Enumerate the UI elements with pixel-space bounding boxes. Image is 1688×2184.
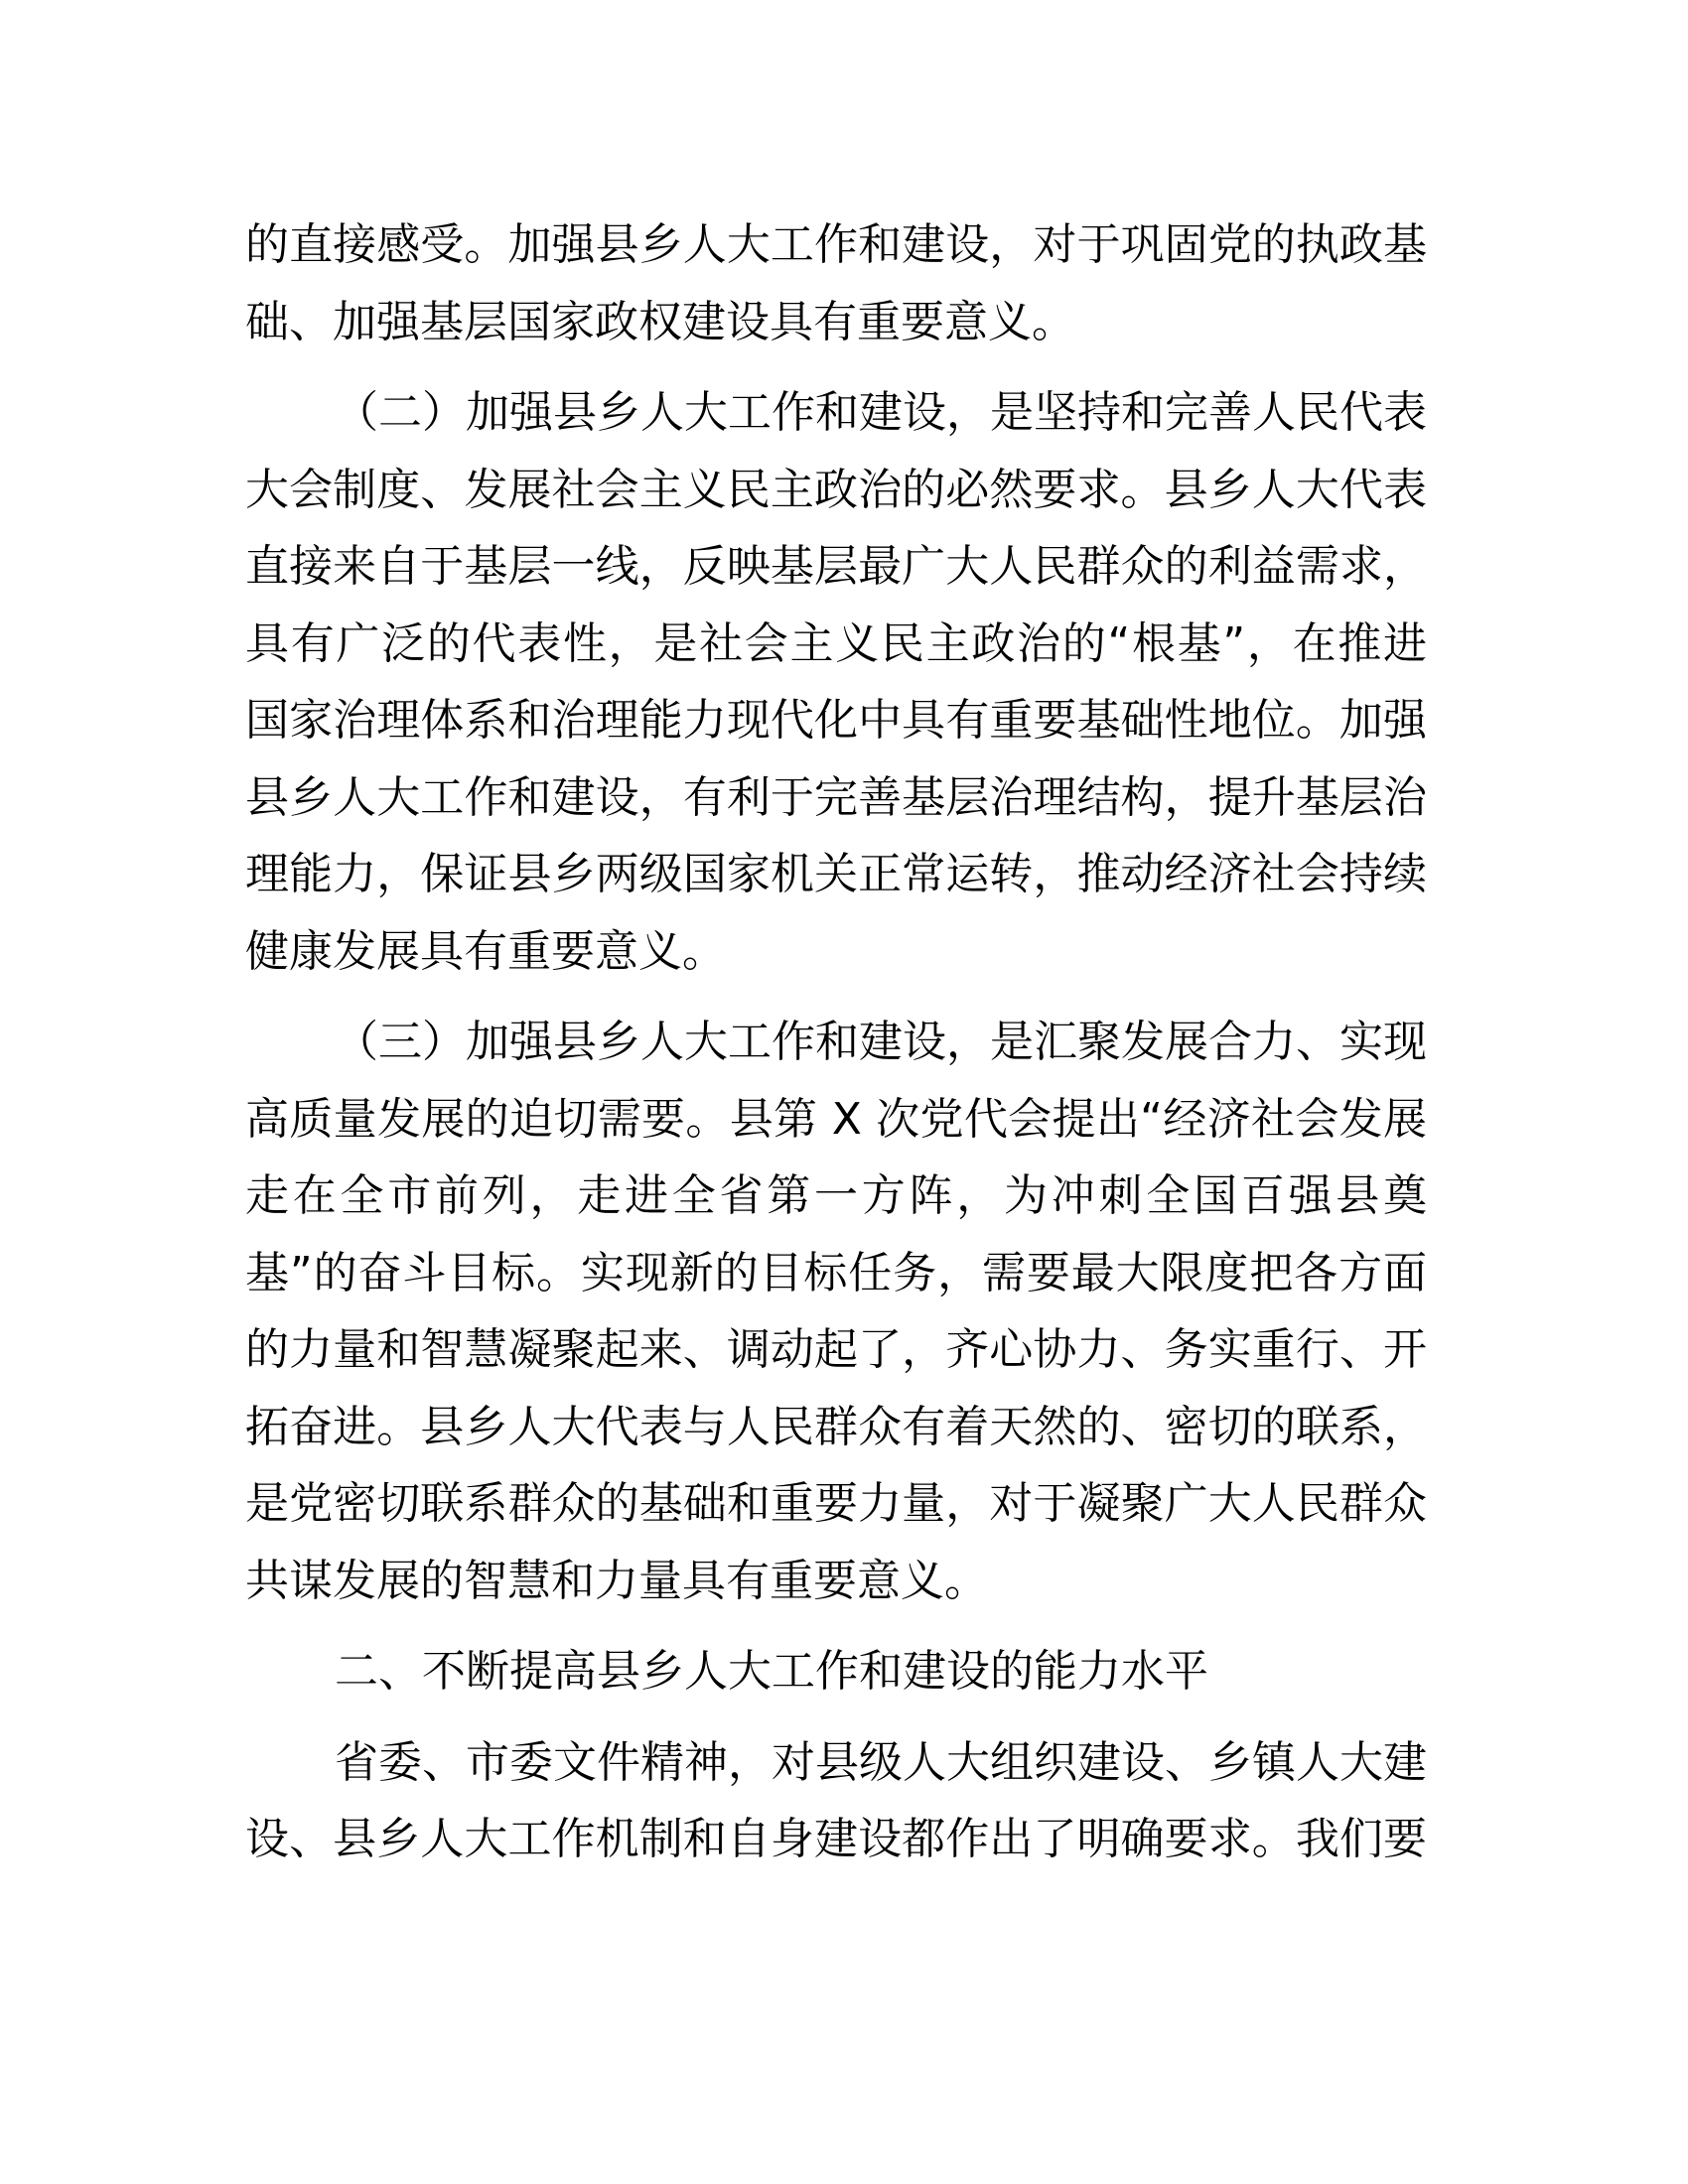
document-page xyxy=(245,206,1427,1892)
text-line: （三）加强县乡人大工作和建设，是汇聚发展合力、实现 xyxy=(335,1017,1427,1067)
paragraph xyxy=(245,1004,1427,1619)
text-line: 国家治理体系和治理能力现代化中具有重要基础性地位。加强 xyxy=(245,695,1427,746)
text-line: 拓奋进。县乡人大代表与人民群众有着天然的、密切的联系， xyxy=(245,1401,1427,1452)
text-line: 直接来自于基层一线，反映基层最广大人民群众的利益需求， xyxy=(245,541,1427,592)
text-line: 走在全市前列，走进全省第一方阵，为冲刺全国百强县奠 xyxy=(245,1170,1427,1221)
text-line: 县乡人大工作和建设，有利于完善基层治理结构，提升基层治 xyxy=(245,771,1427,823)
text-line: 是党密切联系群众的基础和重要力量，对于凝聚广大人民群众 xyxy=(245,1478,1427,1529)
text-line: 的力量和智慧凝聚起来、调动起了，齐心协力、务实重行、开 xyxy=(245,1324,1427,1375)
text-line: 共谋发展的智慧和力量具有重要意义。 xyxy=(245,1555,988,1606)
text-line: 理能力，保证县乡两级国家机关正常运转，推动经济社会持续 xyxy=(245,849,1427,899)
text-line: 具有广泛的代表性，是社会主义民主政治的“根基”，在推进 xyxy=(245,617,1427,669)
text-line: （二）加强县乡人大工作和建设，是坚持和完善人民代表 xyxy=(335,387,1427,438)
text-line: 高质量发展的迫切需要。县第 X 次党代会提出“经济社会发展 xyxy=(245,1093,1427,1145)
text-line: 二、不断提高县乡人大工作和建设的能力水平 xyxy=(335,1646,1208,1697)
section-heading xyxy=(245,1633,1427,1710)
text-line: 设、县乡人大工作机制和自身建设都作出了明确要求。我们要 xyxy=(245,1814,1427,1864)
paragraph xyxy=(245,206,1427,360)
paragraph xyxy=(245,1724,1427,1878)
text-line: 础、加强基层国家政权建设具有重要意义。 xyxy=(245,296,1075,347)
text-line: 省委、市委文件精神，对县级人大组织建设、乡镇人大建 xyxy=(335,1736,1427,1788)
text-line: 的直接感受。加强县乡人大工作和建设，对于巩固党的执政基 xyxy=(245,219,1427,270)
text-line: 大会制度、发展社会主义民主政治的必然要求。县乡人大代表 xyxy=(245,464,1427,515)
text-line: 基”的奋斗目标。实现新的目标任务，需要最大限度把各方面 xyxy=(245,1247,1427,1298)
text-line: 健康发展具有重要意义。 xyxy=(245,925,726,977)
paragraph xyxy=(245,374,1427,990)
